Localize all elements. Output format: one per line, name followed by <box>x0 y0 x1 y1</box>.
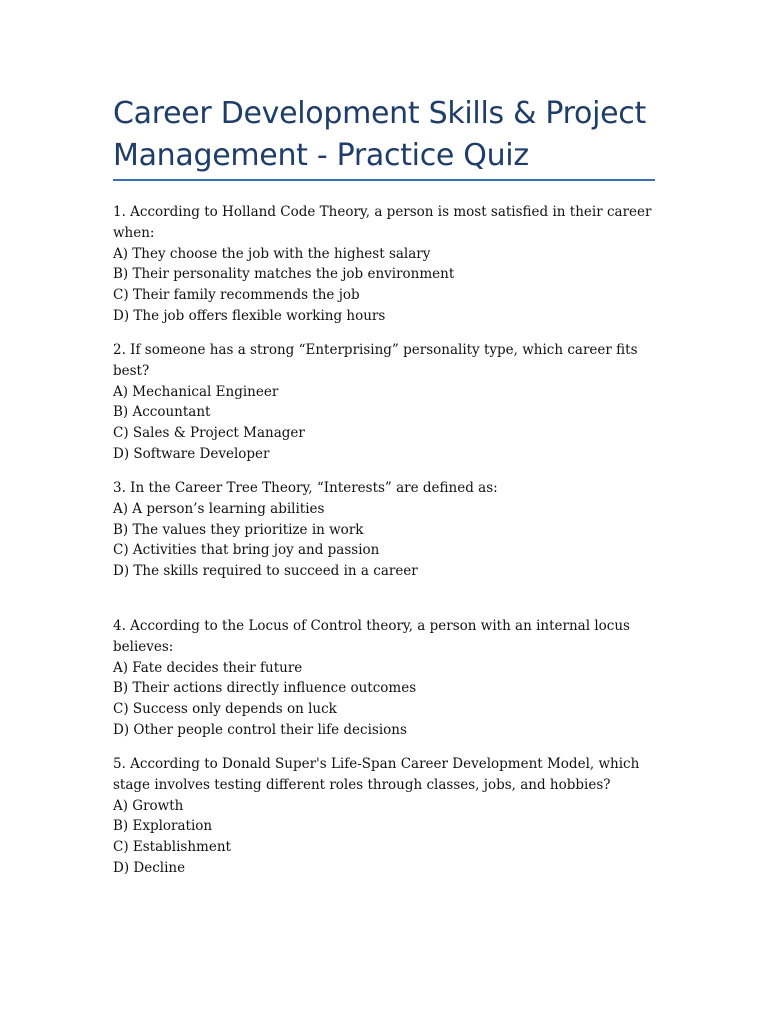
question-prompt: 4. According to the Locus of Control theory, a person with an internal locus believes: <box>113 618 630 655</box>
question-prompt: 2. If someone has a strong “Enterprising” personality type, which career fits best? <box>113 342 638 379</box>
answer-option: A) Mechanical Engineer <box>113 383 279 400</box>
answer-option: A) They choose the job with the highest salary <box>113 245 431 262</box>
answer-option: D) Software Developer <box>113 445 270 462</box>
answer-option: C) Their family recommends the job <box>113 287 360 304</box>
answer-option: A) Fate decides their future <box>113 659 303 676</box>
answer-option: A) Growth <box>113 797 184 814</box>
question-1 <box>113 202 673 327</box>
document-title: Career Development Skills & Project Management - Practice Quiz <box>113 96 646 173</box>
answer-option: C) Activities that bring joy and passion <box>113 542 380 559</box>
answer-option: D) Other people control their life decisions <box>113 721 407 738</box>
question-2 <box>113 340 673 465</box>
question-prompt: 1. According to Holland Code Theory, a person is most satisfied in their career when: <box>113 204 652 241</box>
answer-option: D) The job offers flexible working hours <box>113 307 386 324</box>
question-5 <box>113 754 673 879</box>
question-prompt: 5. According to Donald Super's Life-Span Career Development Model, which stage involves testing different roles through classes, jobs, and hobbies? <box>113 756 640 793</box>
answer-option: D) The skills required to succeed in a career <box>113 563 418 580</box>
answer-option: B) The values they prioritize in work <box>113 521 364 538</box>
answer-option: C) Sales & Project Manager <box>113 425 305 442</box>
question-3 <box>113 478 673 582</box>
question-prompt: 3. In the Career Tree Theory, “Interests” are defined as: <box>113 480 498 496</box>
question-4 <box>113 616 673 741</box>
answer-option: B) Their actions directly influence outcomes <box>113 680 417 697</box>
title-underline <box>113 179 655 181</box>
answer-option: C) Establishment <box>113 839 231 856</box>
answer-option: A) A person’s learning abilities <box>113 500 325 517</box>
answer-option: C) Success only depends on luck <box>113 701 337 718</box>
answer-option: B) Their personality matches the job environment <box>113 266 455 283</box>
answer-option: B) Exploration <box>113 818 213 835</box>
answer-option: D) Decline <box>113 859 186 876</box>
answer-option: B) Accountant <box>113 404 211 421</box>
